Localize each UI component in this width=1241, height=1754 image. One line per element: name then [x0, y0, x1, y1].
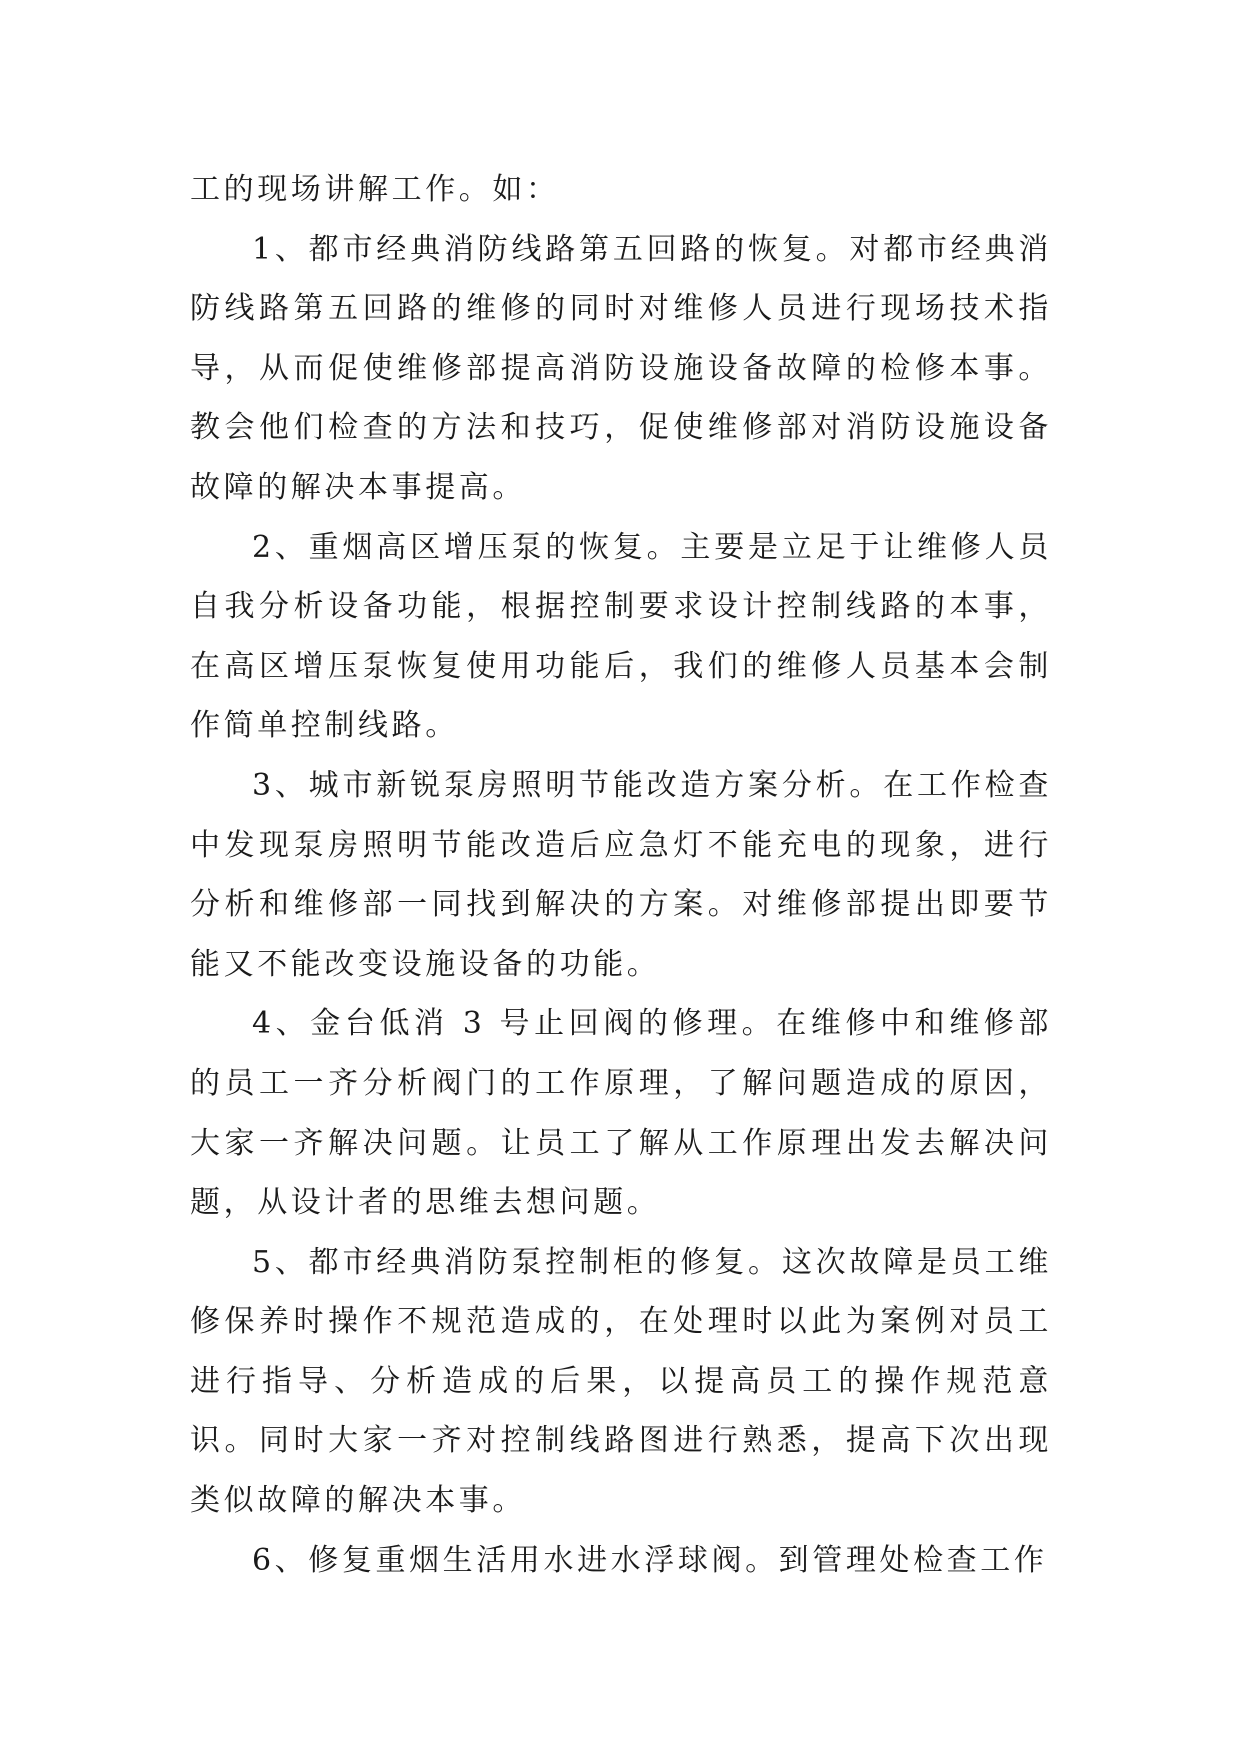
paragraph-item-1: 1、都市经典消防线路第五回路的恢复。对都市经典消防线路第五回路的维修的同时对维修人员进行现场技术指导，从而促使维修部提高消防设施设备故障的检修本事。教会他们检查的方法和技巧，促使维修部对消防设施设备故障的解决本事提高。 — [190, 231, 1052, 505]
paragraph-item-6: 6、修复重烟生活用水进水浮球阀。到管理处检查工作 — [252, 1542, 1048, 1578]
paragraph-item-4: 4、金台低消 3 号止回阀的修理。在维修中和维修部的员工一齐分析阀门的工作原理，了解问题造成的原因，大家一齐解决问题。让员工了解从工作原理出发去解决问题，从设计者的思维去想问题。 — [190, 1006, 1052, 1221]
paragraph-item-5: 5、都市经典消防泵控制柜的修复。这次故障是员工维修保养时操作不规范造成的，在处理时以此为案例对员工进行指导、分析造成的后果，以提高员工的操作规范意识。同时大家一齐对控制线路图进行熟悉，提高下次出现类似故障的解决本事。 — [190, 1244, 1052, 1519]
document-body — [190, 160, 1052, 1590]
paragraph-item-2: 2、重烟高区增压泵的恢复。主要是立足于让维修人员自我分析设备功能，根据控制要求设计控制线路的本事，在高区增压泵恢复使用功能后，我们的维修人员基本会制作简单控制线路。 — [190, 529, 1052, 744]
paragraph-item-3: 3、城市新锐泵房照明节能改造方案分析。在工作检查中发现泵房照明节能改造后应急灯不能充电的现象，进行分析和维修部一同找到解决的方案。对维修部提出即要节能又不能改变设施设备的功能。 — [190, 767, 1052, 982]
paragraph-continuation: 工的现场讲解工作。如： — [190, 172, 560, 207]
